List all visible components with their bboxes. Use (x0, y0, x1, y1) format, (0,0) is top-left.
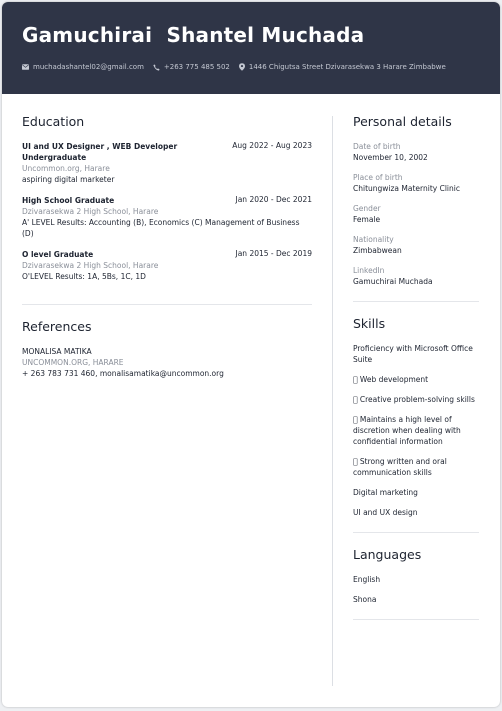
envelope-icon (22, 64, 29, 70)
skill-item: 􏰀 Strong written and oral communication skills (353, 457, 447, 477)
left-column (22, 114, 312, 379)
right-column (353, 114, 479, 634)
entry-title: UI and UX Designer , WEB Developer Undergraduate (22, 142, 178, 162)
detail-label: LinkedIn (353, 266, 385, 275)
location-pin-icon (239, 63, 245, 71)
skill-item: 􏰀 Creative problem-solving skills (353, 395, 475, 404)
section-divider (353, 532, 479, 533)
reference-contact: + 263 783 731 460, monalisamatika@uncommon.org (22, 369, 224, 378)
entry-date: Aug 2022 - Aug 2023 (232, 141, 312, 150)
detail-label: Place of birth (353, 173, 403, 182)
section-divider (353, 301, 479, 302)
education-heading: Education (22, 114, 85, 129)
entry-date: Jan 2015 - Dec 2019 (235, 249, 312, 258)
references-heading: References (22, 319, 92, 334)
email-text: muchadashantel02@gmail.com (33, 63, 144, 71)
address-contact (239, 63, 446, 71)
resume-page (2, 2, 500, 707)
section-divider (353, 619, 479, 620)
skill-item: Digital marketing (353, 488, 418, 497)
detail-value: Female (353, 215, 381, 224)
personal-detail-item (353, 203, 479, 225)
education-entry (22, 195, 312, 239)
education-entry (22, 141, 312, 185)
phone-text: +263 775 485 502 (163, 63, 230, 71)
entry-school: Dzivarasekwa 2 High School, Harare (22, 261, 159, 270)
skill-item: 􏰀 Maintains a high level of discretion when dealing with confidential information (353, 415, 461, 446)
entry-date: Jan 2020 - Dec 2021 (235, 195, 312, 204)
language-item: Shona (353, 595, 377, 604)
entry-description: aspiring digital marketer (22, 175, 115, 184)
entry-title: O level Graduate (22, 250, 94, 259)
reference-organization: UNCOMMON.ORG, HARARE (22, 358, 124, 367)
personal-detail-item (353, 234, 479, 256)
resume-header (2, 2, 500, 94)
address-text: 1446 Chigutsa Street Dzivarasekwa 3 Harare Zimbabwe (248, 63, 446, 71)
entry-description: A' LEVEL Results: Accounting (B), Economics (C) Management of Business (D) (22, 218, 300, 238)
linkedin-link[interactable]: Gamuchirai Muchada (353, 277, 433, 286)
section-divider (22, 304, 312, 305)
email-contact[interactable] (22, 63, 144, 71)
skill-item: Proficiency with Microsoft Office Suite (353, 344, 473, 364)
candidate-name: Gamuchirai Shantel Muchada (22, 23, 365, 47)
phone-icon (153, 64, 160, 71)
skills-heading: Skills (353, 316, 386, 331)
detail-label: Date of birth (353, 142, 401, 151)
phone-contact[interactable] (153, 63, 230, 71)
contact-info (22, 63, 455, 71)
column-divider (332, 116, 333, 686)
detail-value: Zimbabwean (353, 246, 402, 255)
entry-school: Dzivarasekwa 2 High School, Harare (22, 207, 159, 216)
skill-item: UI and UX design (353, 508, 418, 517)
entry-description: O'LEVEL Results: 1A, 5Bs, 1C, 1D (22, 272, 146, 281)
entry-school: Uncommon.org, Harare (22, 164, 110, 173)
detail-value: Chitungwiza Maternity Clinic (353, 184, 460, 193)
language-item: English (353, 575, 381, 584)
personal-detail-item (353, 265, 479, 287)
detail-label: Gender (353, 204, 381, 213)
detail-value: November 10, 2002 (353, 153, 428, 162)
skill-item: 􏰀 Web development (353, 375, 429, 384)
reference-name: MONALISA MATIKA (22, 347, 92, 356)
personal-detail-item (353, 172, 479, 194)
education-entry (22, 249, 312, 282)
personal-detail-item (353, 141, 479, 163)
languages-heading: Languages (353, 547, 422, 562)
detail-label: Nationality (353, 235, 394, 244)
entry-title: High School Graduate (22, 196, 115, 205)
personal-details-heading: Personal details (353, 114, 452, 129)
